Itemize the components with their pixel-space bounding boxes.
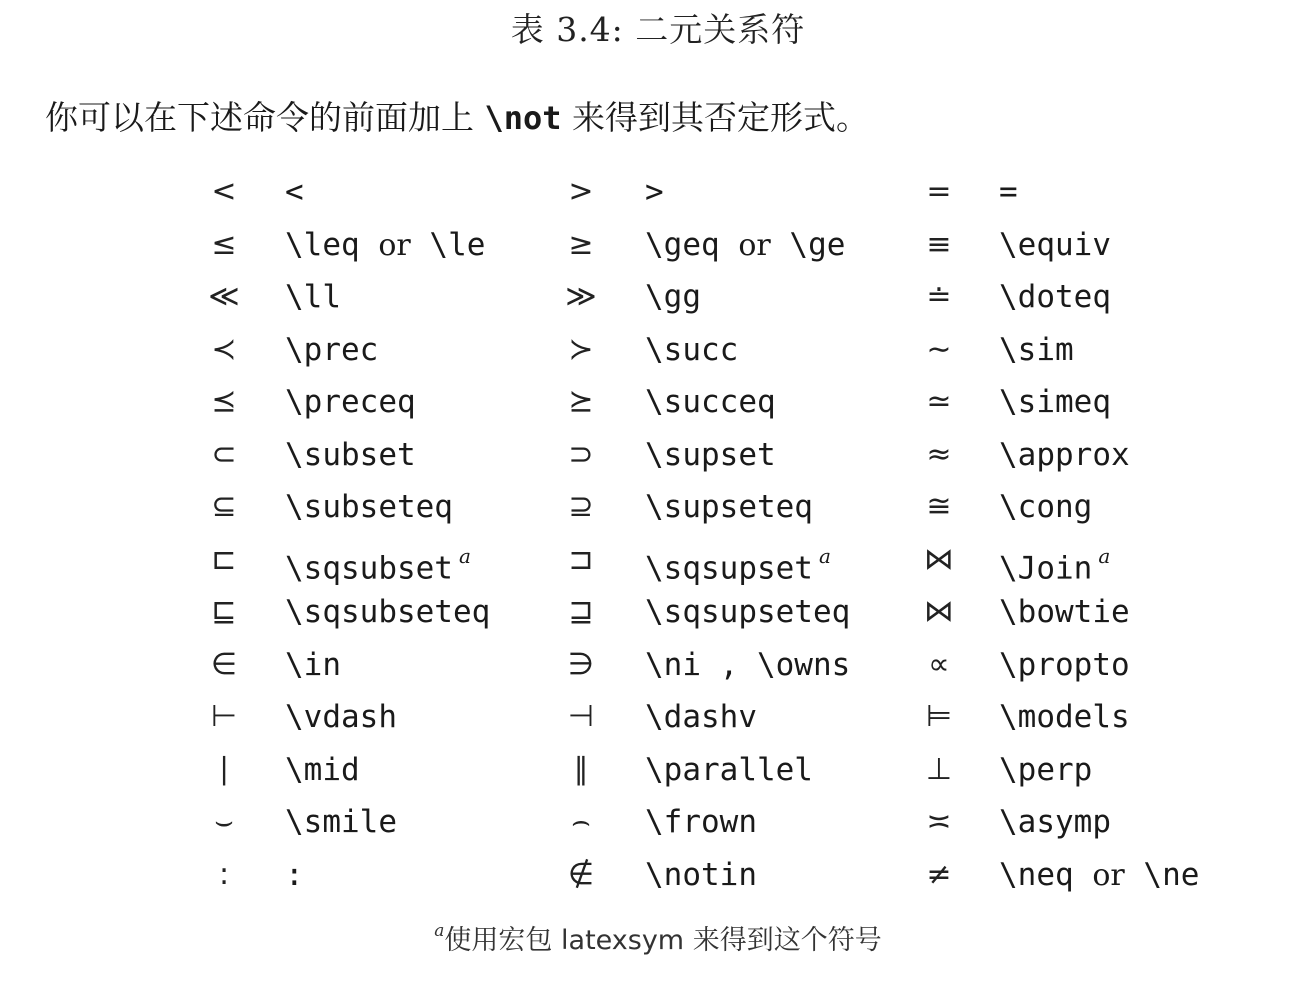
intro-command: \not	[484, 99, 562, 137]
relation-symbol: :	[218, 856, 230, 892]
command-text: \succeq	[645, 384, 776, 420]
table-caption: 表 3.4: 二元关系符	[510, 10, 806, 49]
command-text: =	[999, 174, 1018, 210]
relation-symbol: ⊆	[211, 489, 237, 524]
relation-symbol: ∝	[928, 646, 950, 682]
table-row	[0, 639, 1316, 691]
command-text: \parallel	[645, 751, 813, 788]
relation-symbol: ⋈	[924, 541, 954, 577]
command-text: \preceq	[285, 384, 416, 420]
relation-symbol: ≐	[926, 279, 952, 314]
table-row	[0, 534, 1316, 586]
command-text: \bowtie	[999, 594, 1130, 630]
command-text: \ll	[285, 279, 341, 315]
relation-symbol: ⌣	[214, 804, 234, 839]
command-text: \neq	[999, 856, 1074, 893]
command-text: \simeq	[999, 384, 1111, 420]
relation-symbol: ≍	[926, 804, 952, 839]
relation-symbol: ⊂	[211, 436, 237, 472]
command-name	[645, 219, 845, 272]
command-name	[285, 744, 360, 796]
relation-symbol: ⌢	[571, 804, 591, 839]
command-text: :	[285, 856, 304, 893]
relation-symbol: ⊇	[568, 489, 594, 524]
command-name	[285, 691, 397, 743]
relation-symbol: ≠	[926, 856, 952, 892]
relation-symbol: ∼	[926, 331, 952, 367]
command-text: \propto	[999, 646, 1130, 683]
table-row	[0, 744, 1316, 796]
command-text: \dashv	[645, 699, 757, 735]
command-text: \frown	[645, 804, 757, 840]
command-name	[285, 639, 341, 691]
table-row	[0, 271, 1316, 323]
command-text: \vdash	[285, 699, 397, 735]
command-name	[645, 849, 757, 901]
command-text: \sqsubseteq	[285, 594, 491, 630]
command-name	[999, 376, 1111, 428]
table-row	[0, 166, 1316, 218]
command-name	[645, 534, 831, 594]
command-name	[645, 744, 813, 796]
command-text: \supset	[645, 436, 776, 473]
command-text: \subset	[285, 436, 416, 473]
or-word: or	[378, 227, 411, 263]
relation-symbol: ≤	[211, 226, 237, 262]
command-text: \models	[999, 699, 1130, 735]
command-name	[999, 639, 1130, 691]
command-text: \cong	[999, 489, 1093, 525]
command-text: \smile	[285, 804, 397, 840]
relation-symbol: =	[926, 174, 952, 209]
relation-symbol: ⊨	[925, 699, 953, 734]
command-text: \sqsupseteq	[645, 594, 851, 630]
relation-symbol: ⊥	[925, 751, 953, 787]
relation-symbol: ⊒	[568, 594, 594, 629]
command-name	[285, 586, 490, 638]
command-text: \notin	[645, 856, 757, 893]
command-name	[645, 639, 850, 691]
command-alias: \ne	[1143, 856, 1200, 893]
relation-symbol: ≡	[926, 226, 952, 262]
relation-symbol: ∋	[567, 646, 595, 682]
footnote-package: latexsym	[561, 925, 685, 956]
relation-symbol: ≅	[926, 489, 952, 524]
command-text: >	[645, 174, 664, 210]
command-text: \succ	[645, 331, 739, 368]
command-text: \sqsubset	[285, 549, 453, 586]
relation-symbol: ⋈	[924, 594, 954, 629]
relation-symbol: ≈	[926, 436, 952, 472]
command-name	[999, 691, 1130, 743]
table-row	[0, 481, 1316, 533]
relation-symbol: ≫	[565, 279, 597, 314]
table-row	[0, 324, 1316, 376]
command-text: \doteq	[999, 279, 1111, 315]
command-name	[999, 271, 1111, 323]
or-word: or	[1092, 857, 1125, 893]
relation-symbol: ⪰	[568, 384, 594, 419]
relation-symbol: ⊑	[211, 594, 237, 629]
table-row	[0, 429, 1316, 481]
table-row	[0, 219, 1316, 271]
command-text: \prec	[285, 331, 379, 368]
command-name	[285, 481, 453, 533]
relation-symbol: ⊏	[211, 541, 237, 577]
command-text: \supseteq	[645, 489, 813, 525]
relation-symbol: ≻	[568, 331, 594, 367]
command-text: \equiv	[999, 226, 1111, 263]
footnote-marker: a	[434, 921, 445, 941]
command-name	[285, 324, 378, 376]
command-text: \in	[285, 646, 341, 683]
command-text: \ni , \owns	[645, 646, 851, 683]
command-text: \approx	[999, 436, 1130, 473]
footnote-ref: a	[458, 543, 471, 568]
command-text: \asymp	[999, 804, 1111, 840]
command-text: \leq	[285, 226, 360, 263]
command-name	[999, 796, 1111, 848]
command-name	[645, 271, 701, 323]
intro-text-after: 来得到其否定形式。	[561, 98, 870, 137]
command-name	[285, 271, 341, 323]
command-text: \sim	[999, 331, 1074, 368]
command-text: \perp	[999, 751, 1093, 788]
command-alias: \ge	[789, 226, 846, 263]
table-row	[0, 376, 1316, 428]
relation-symbol: ≃	[926, 384, 952, 419]
command-name	[645, 166, 664, 218]
relation-symbol: ⪯	[211, 384, 237, 419]
command-text: \subseteq	[285, 489, 453, 525]
command-name	[999, 586, 1130, 638]
command-text: \geq	[645, 226, 720, 263]
command-text: <	[285, 174, 304, 210]
relation-symbol: ⊐	[568, 541, 594, 577]
command-name	[645, 586, 850, 638]
footnote-text-after: 来得到这个符号	[684, 925, 882, 956]
table-row	[0, 586, 1316, 638]
command-alias: \le	[429, 226, 486, 263]
command-name	[285, 849, 304, 901]
relation-symbol: ⊢	[210, 699, 238, 734]
command-name	[285, 796, 397, 848]
command-name	[645, 429, 776, 481]
command-text: \sqsupset	[645, 549, 813, 586]
command-name	[999, 481, 1092, 533]
command-name	[999, 744, 1092, 796]
relation-symbol: ≥	[568, 226, 594, 262]
relation-symbol: ⊣	[567, 699, 595, 734]
command-name	[285, 219, 485, 272]
command-name	[999, 534, 1110, 594]
command-text: \gg	[645, 279, 701, 315]
relation-symbol: ⊃	[568, 436, 594, 472]
command-name	[285, 376, 416, 428]
table-row	[0, 849, 1316, 901]
footnote-ref: a	[818, 543, 831, 568]
command-name	[285, 534, 471, 594]
command-name	[645, 691, 757, 743]
footnote-text-before: 使用宏包	[444, 925, 562, 956]
relation-symbol: ∥	[573, 751, 589, 787]
intro-text-before: 你可以在下述命令的前面加上	[45, 98, 485, 137]
or-word: or	[738, 227, 771, 263]
command-name	[999, 166, 1018, 218]
table-row	[0, 796, 1316, 848]
relation-symbol: ∣	[216, 751, 232, 787]
command-name	[999, 849, 1199, 902]
relation-symbol: ∈	[210, 646, 238, 682]
relation-symbol: ≺	[211, 331, 237, 367]
command-text: \mid	[285, 751, 360, 788]
command-name	[999, 219, 1111, 271]
command-name	[285, 166, 304, 218]
command-name	[645, 324, 738, 376]
command-name	[645, 796, 757, 848]
command-name	[999, 429, 1130, 481]
relation-symbol: ∉	[567, 856, 595, 892]
command-name	[645, 481, 813, 533]
footnote-ref: a	[1098, 543, 1111, 568]
command-name	[285, 429, 416, 481]
footnote	[0, 918, 1316, 957]
table-row	[0, 691, 1316, 743]
command-text: \Join	[999, 549, 1093, 586]
relation-symbol: <	[211, 174, 237, 209]
command-name	[645, 376, 776, 428]
command-name	[999, 324, 1074, 376]
relation-symbol: >	[568, 174, 594, 209]
relation-symbol: ≪	[208, 279, 240, 314]
